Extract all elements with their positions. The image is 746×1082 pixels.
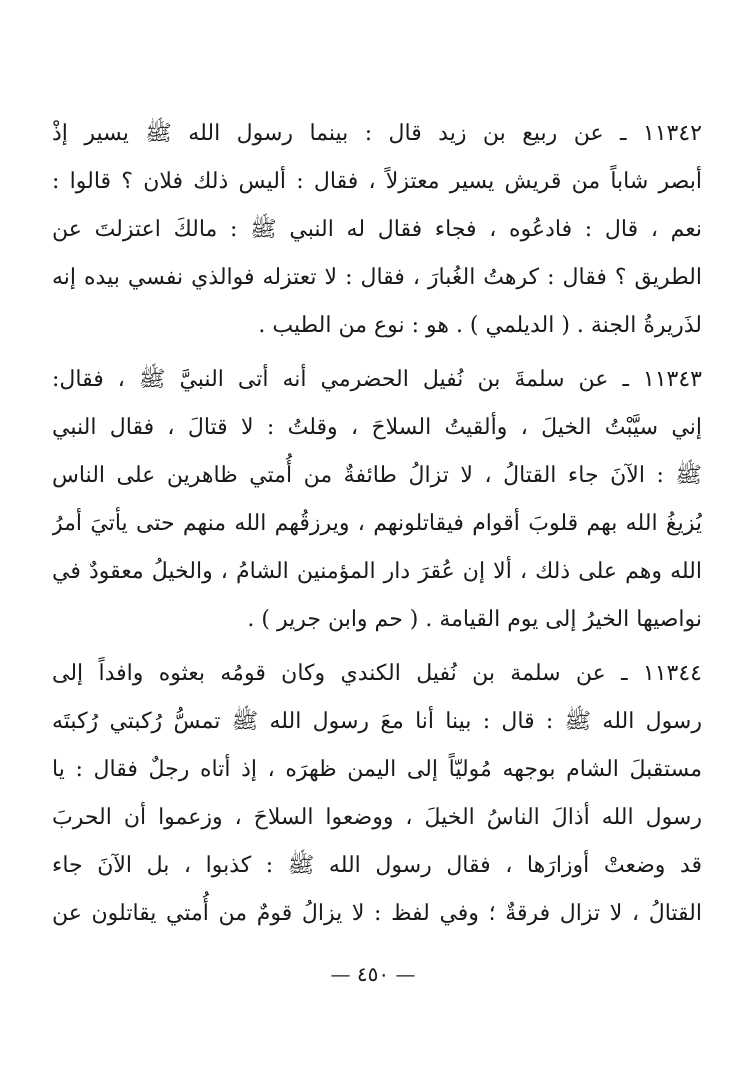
text-line: ١١٣٤٣ ـ عن سلمةَ بن نُفيل الحضرمي أنه أتى النبيَّ ﷺ ، فقال: — [52, 367, 702, 392]
text-line: ١١٣٤٢ ـ عن ربيع بن زيد قال : بينما رسول الله ﷺ يسير إذْ — [52, 121, 702, 146]
hadith-11343 — [52, 356, 702, 644]
text-line: رسول الله أذالَ الناسُ الخيلَ ، ووضعوا السلاحَ ، وزعموا أن الحربَ — [52, 805, 702, 830]
text-line: لذَريرةُ الجنة . ( الديلمي ) . هو : نوع من الطيب . — [258, 313, 702, 338]
hadith-11342 — [52, 110, 702, 350]
text-line: قد وضعتْ أوزارَها ، فقال رسول الله ﷺ : كذبوا ، بل الآنَ جاء — [52, 853, 702, 878]
hadith-11344 — [52, 650, 702, 938]
text-line: نواصيها الخيرُ إلى يوم القيامة . ( حم وابن جرير ) . — [247, 607, 702, 632]
text-line: الله وهم على ذلك ، ألا إن عُقرَ دار المؤمنين الشامُ ، والخيلُ معقودٌ في — [52, 559, 702, 584]
text-line: القتالُ ، لا تزال فرقةٌ ؛ وفي لفظ : لا يزالُ قومٌ من أُمتي يقاتلون عن — [52, 901, 702, 926]
text-line: أبصر شاباً من قريش يسير معتزلاً ، فقال : أليس ذلك فلان ؟ قالوا : — [52, 169, 702, 194]
text-line: مستقبلَ الشام بوجهه مُوليّاً إلى اليمن ظهرَه ، إذ أتاه رجلٌ فقال : يا — [52, 757, 702, 782]
text-line: نعم ، قال : فادعُوه ، فجاء فقال له النبي ﷺ : مالكَ اعتزلتَ عن — [52, 217, 702, 242]
page-body — [52, 110, 702, 938]
text-line: ﷺ : الآنَ جاء القتالُ ، لا تزالُ طائفةٌ من أُمتي ظاهرين على الناس — [52, 463, 702, 488]
text-line: الطريق ؟ فقال : كرهتُ الغُبارَ ، فقال : لا تعتزله فوالذي نفسي بيده إنه — [52, 265, 702, 290]
text-line: يُزيغُ الله بهم قلوبَ أقوام فيقاتلونهم ، ويرزقُهم الله منهم حتى يأتيَ أمرُ — [52, 511, 702, 536]
text-line: رسول الله ﷺ : قال : بينا أنا معَ رسول الله ﷺ تمسُّ رُكبتي رُكبتَه — [52, 709, 702, 734]
page-number: — ٤٥٠ — — [330, 962, 416, 986]
text-line: ١١٣٤٤ ـ عن سلمة بن نُفيل الكندي وكان قومُه بعثوه وافداً إلى — [52, 661, 702, 686]
text-line: إني سيَّبْتُ الخيلَ ، وألقيتُ السلاحَ ، وقلتُ : لا قتالَ ، فقال النبي — [52, 415, 702, 440]
